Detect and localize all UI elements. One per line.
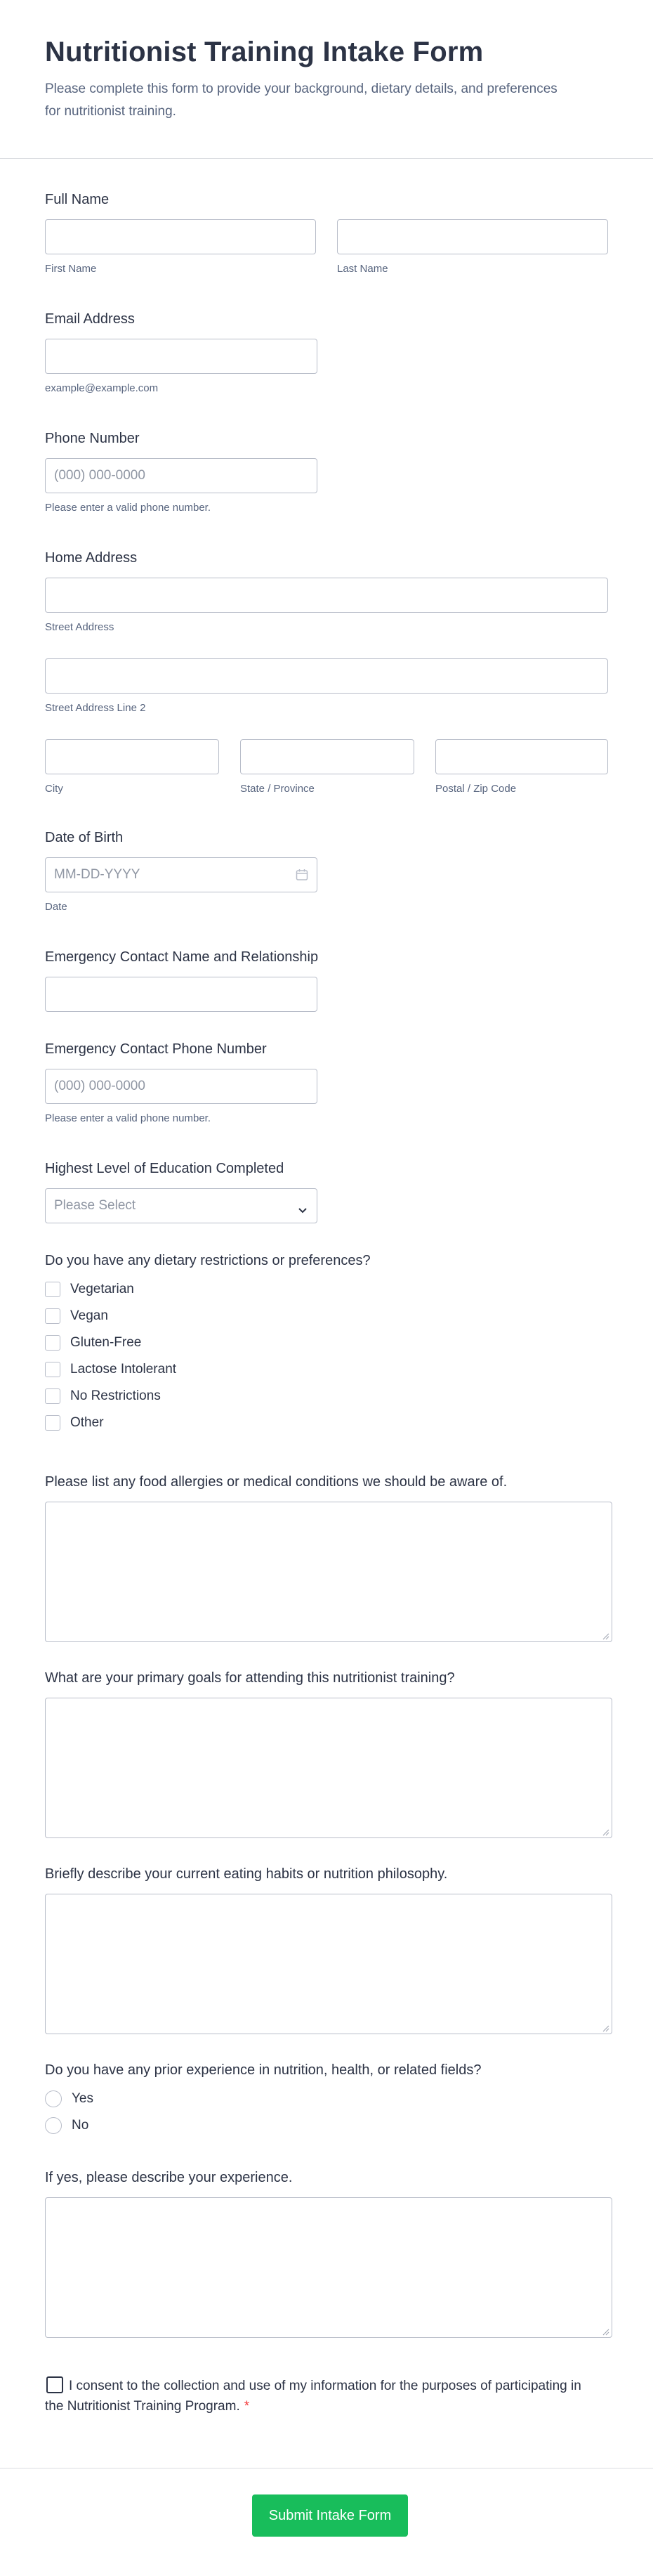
dietary-option-label: Gluten-Free xyxy=(70,1335,142,1350)
dietary-field xyxy=(45,1253,608,1436)
dietary-option[interactable] xyxy=(45,1276,608,1303)
experience-field xyxy=(45,2062,608,2139)
habits-textarea[interactable] xyxy=(45,1894,612,2034)
dietary-option[interactable] xyxy=(45,1383,608,1410)
checkbox[interactable] xyxy=(45,1282,60,1297)
dietary-option-label: No Restrictions xyxy=(70,1388,161,1403)
email-sublabel: example@example.com xyxy=(45,382,159,394)
zip-input[interactable] xyxy=(435,739,608,774)
form-footer xyxy=(0,2468,653,2576)
dietary-option[interactable] xyxy=(45,1410,608,1436)
submit-button[interactable]: Submit Intake Form xyxy=(252,2494,408,2537)
radio-button[interactable] xyxy=(45,2090,62,2107)
goals-field xyxy=(45,1670,608,1838)
consent-field xyxy=(45,2376,600,2416)
first-name-input[interactable] xyxy=(45,219,316,254)
emergency-phone-sublabel: Please enter a valid phone number. xyxy=(45,1112,211,1124)
phone-field xyxy=(45,431,608,514)
checkbox[interactable] xyxy=(45,1308,60,1324)
street-address-input[interactable] xyxy=(45,578,608,613)
dietary-options xyxy=(45,1276,608,1436)
allergies-textarea[interactable] xyxy=(45,1502,612,1642)
phone-placeholder: (000) 000-0000 xyxy=(54,468,145,483)
calendar-icon[interactable] xyxy=(296,869,308,885)
email-input[interactable] xyxy=(45,339,317,374)
state-input[interactable] xyxy=(240,739,414,774)
checkbox[interactable] xyxy=(45,1362,60,1377)
dietary-option-label: Vegetarian xyxy=(70,1282,134,1296)
education-select[interactable] xyxy=(45,1188,317,1223)
dob-sublabel: Date xyxy=(45,901,67,913)
email-field xyxy=(45,311,608,394)
education-label: Highest Level of Education Completed xyxy=(45,1161,284,1176)
consent-text: I consent to the collection and use of my information for the purposes of participating in the Nutritionist Training Program. xyxy=(45,2379,581,2414)
experience-option-yes[interactable] xyxy=(45,2086,608,2112)
street-address-sublabel: Street Address xyxy=(45,621,114,633)
checkbox[interactable] xyxy=(45,1415,60,1431)
dietary-option[interactable] xyxy=(45,1329,608,1356)
dietary-option-label: Lactose Intolerant xyxy=(70,1362,177,1377)
dob-input[interactable] xyxy=(45,857,317,892)
address-field xyxy=(45,550,608,795)
experience-option-label: Yes xyxy=(72,2091,93,2106)
habits-field xyxy=(45,1866,608,2034)
dob-label: Date of Birth xyxy=(45,830,124,845)
required-mark: * xyxy=(244,2399,250,2414)
experience-desc-label: If yes, please describe your experience. xyxy=(45,2170,293,2185)
goals-textarea[interactable] xyxy=(45,1698,612,1838)
emergency-phone-placeholder: (000) 000-0000 xyxy=(54,1079,145,1093)
education-selected-value: Please Select xyxy=(54,1198,136,1213)
allergies-label: Please list any food allergies or medical conditions we should be aware of. xyxy=(45,1474,508,1490)
emergency-phone-label: Emergency Contact Phone Number xyxy=(45,1041,267,1057)
dietary-option-label: Other xyxy=(70,1415,104,1430)
dietary-option[interactable] xyxy=(45,1303,608,1329)
dob-field xyxy=(45,830,608,913)
form-content xyxy=(0,192,653,2416)
emergency-name-label: Emergency Contact Name and Relationship xyxy=(45,949,319,965)
consent-checkbox[interactable] xyxy=(46,2376,63,2393)
city-input[interactable] xyxy=(45,739,219,774)
experience-options xyxy=(45,2086,608,2139)
street-address-line2-sublabel: Street Address Line 2 xyxy=(45,702,146,714)
dietary-option[interactable] xyxy=(45,1356,608,1383)
checkbox[interactable] xyxy=(45,1388,60,1404)
resize-handle-icon[interactable] xyxy=(601,1631,609,1639)
form-description: Please complete this form to provide your background, dietary details, and preferences for nutritionist training. xyxy=(45,82,558,119)
resize-handle-icon[interactable] xyxy=(601,2023,609,2031)
zip-sublabel: Postal / Zip Code xyxy=(435,783,517,795)
email-label: Email Address xyxy=(45,311,135,327)
phone-sublabel: Please enter a valid phone number. xyxy=(45,502,211,514)
education-field xyxy=(45,1161,608,1223)
phone-input[interactable] xyxy=(45,458,317,493)
first-name-sublabel: First Name xyxy=(45,263,97,275)
full-name-field xyxy=(45,192,608,275)
full-name-label: Full Name xyxy=(45,192,110,207)
experience-label: Do you have any prior experience in nutrition, health, or related fields? xyxy=(45,2062,482,2078)
phone-label: Phone Number xyxy=(45,431,140,446)
emergency-phone-input[interactable] xyxy=(45,1069,317,1104)
emergency-name-input[interactable] xyxy=(45,977,317,1012)
dietary-label: Do you have any dietary restrictions or preferences? xyxy=(45,1253,371,1268)
chevron-down-icon xyxy=(298,1202,307,1208)
allergies-field xyxy=(45,1474,608,1642)
address-label: Home Address xyxy=(45,550,138,566)
city-sublabel: City xyxy=(45,783,63,795)
dietary-option-label: Vegan xyxy=(70,1308,108,1323)
experience-desc-field xyxy=(45,2170,608,2338)
form-title: Nutritionist Training Intake Form xyxy=(45,37,484,67)
last-name-input[interactable] xyxy=(337,219,608,254)
experience-desc-textarea[interactable] xyxy=(45,2197,612,2338)
resize-handle-icon[interactable] xyxy=(601,1827,609,1835)
last-name-sublabel: Last Name xyxy=(337,263,388,275)
dob-placeholder: MM-DD-YYYY xyxy=(54,867,140,882)
emergency-phone-field xyxy=(45,1041,608,1124)
experience-option-no[interactable] xyxy=(45,2112,608,2139)
radio-button[interactable] xyxy=(45,2117,62,2134)
street-address-line2-input[interactable] xyxy=(45,658,608,694)
resize-handle-icon[interactable] xyxy=(601,2327,609,2335)
experience-option-label: No xyxy=(72,2118,89,2133)
habits-label: Briefly describe your current eating habits or nutrition philosophy. xyxy=(45,1866,448,1882)
checkbox[interactable] xyxy=(45,1335,60,1351)
goals-label: What are your primary goals for attending this nutritionist training? xyxy=(45,1670,455,1686)
state-sublabel: State / Province xyxy=(240,783,315,795)
emergency-name-field xyxy=(45,949,608,1012)
form-header xyxy=(0,0,653,159)
